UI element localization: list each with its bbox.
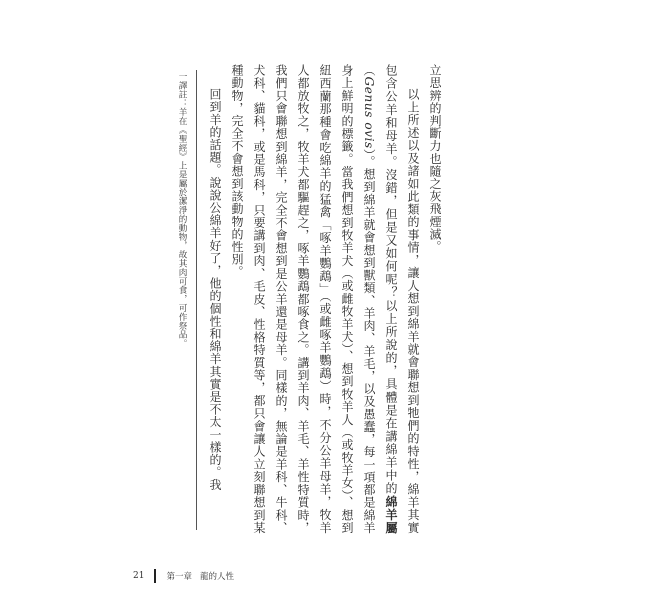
main-text-column — [196, 64, 446, 534]
page-footer — [133, 568, 234, 584]
latin-term: Genus ovis — [362, 76, 376, 149]
footnote-divider — [196, 70, 197, 530]
page-number: 21 — [133, 571, 145, 581]
paragraph-2-text-c: ）。想到綿羊就會想到獸類、羊肉、羊毛，以及愚蠢，每一項都是綿羊身上鮮明的標籤。當我們想到牧羊犬（或雌牧羊犬）、想到牧羊人（或牧羊女）、想到紐西蘭那種會吃綿羊的猛禽「啄羊鸚鵡」（或雌啄羊鸚鵡）時，不分公羊母羊，牧羊人都放牧之，牧羊犬都驅趕之，啄羊鸚鵡都啄食之。講到羊肉、羊毛、羊性特質時，我們只會聯想到綿羊，完全不會想到是公羊還是母羊。同樣的，無論是羊科、牛科、犬科、貓科，或是馬科，只要講到肉、毛皮、性格特質等，都只會讓人立刻聯想到某種動物，完全不會想到該動物的性別。 — [230, 64, 376, 534]
chapter-title: 龍的人性 — [199, 572, 234, 582]
paragraph-2-text-a: 以上所述以及諸如此類的事情，讓人想到綿羊就會聯想到牠們的特性，綿羊其實包含公羊和母羊。沒錯，但是又如何呢？以上所說的，具體是在講綿羊中的 — [384, 64, 420, 534]
paragraph-1-text: 立思辨的判斷力也隨之灰飛煙滅。 — [428, 64, 442, 253]
footnote: 一譯註：羊在《聖經》上是屬於潔淨的動物，故其肉可食，可作祭品。 — [177, 72, 187, 348]
chapter-label: 第一章 — [166, 572, 192, 582]
paragraph-3-text: 回到羊的話題。說說公綿羊好了，他的個性和綿羊其實是不太一樣的。我 — [208, 88, 222, 492]
footer-bar — [154, 569, 156, 583]
genus-term: 綿羊屬 — [384, 495, 398, 534]
paragraph-3 — [204, 64, 226, 534]
paragraph-1 — [424, 64, 446, 534]
paragraph-2-paren-open: （ — [362, 64, 376, 77]
paragraph-2 — [226, 64, 424, 534]
